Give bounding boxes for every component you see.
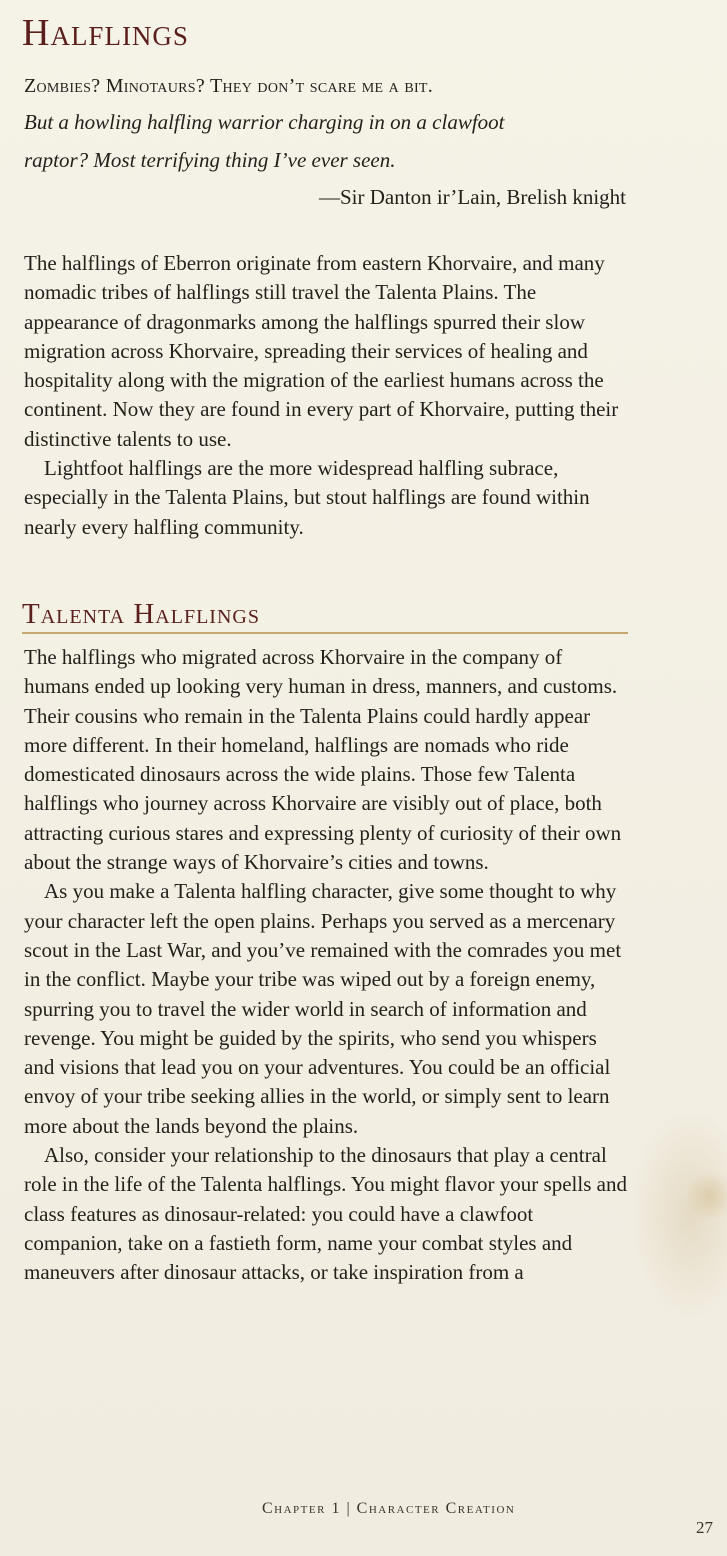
section-heading: Talenta Halflings — [22, 596, 628, 634]
page-title: Halflings — [22, 12, 189, 54]
section-paragraph-2: As you make a Talenta halfling character, give some thought to why your character left the open plains. Perhaps you served as a mercenary scout in the Last War, and you’ve remained with the comrades you met in the conflict. Maybe your tribe was wiped out by a foreign enemy, spurring you to travel the wider world in search of information and revenge. You might be guided by the spirits, who send you whispers and visions that lead you on your adventures. You could be an official envoy of your tribe seeking allies in the world, or simply sent to learn more about the lands beyond the plains. — [24, 879, 622, 1138]
page-number: 27 — [696, 1518, 713, 1537]
epigraph-line-1: But a howling halfling warrior charging in on a clawfoot — [24, 110, 505, 134]
intro-text — [24, 249, 628, 542]
paper-stain — [688, 1168, 727, 1224]
intro-paragraph-1: The halflings of Eberron originate from eastern Khorvaire, and many nomadic tribes of halflings still travel the Talenta Plains. The appearance of dragonmarks among the halflings spurred their slow migration across Khorvaire, spreading their services of healing and hospitality along with the migration of the earliest humans across the continent. Now they are found in every part of Khorvaire, putting their distinctive talents to use. — [24, 251, 619, 451]
running-footer: Chapter 1 | Character Creation — [262, 1500, 516, 1517]
section-paragraph-3: Also, consider your relationship to the dinosaurs that play a central role in the life of the Talenta halflings. You might flavor your spells and class features as dinosaur-related: you could have a clawfoot companion, take on a fastieth form, name your combat styles and maneuvers after dinosaur attacks, or take inspiration from a — [24, 1143, 627, 1285]
intro-paragraph-2: Lightfoot halflings are the more widespread halfling subrace, especially in the Talenta Plains, but stout halflings are found within nearly every halfling community. — [24, 456, 590, 539]
epigraph-lead: Zombies? Minotaurs? They don’t scare me a bit. — [24, 75, 434, 97]
epigraph-line-2: raptor? Most terrifying thing I’ve ever seen. — [24, 148, 396, 172]
section-paragraph-1: The halflings who migrated across Khorvaire in the company of humans ended up looking very human in dress, manners, and customs. Their cousins who remain in the Talenta Plains could hardly appear more different. In their homeland, halflings are nomads who ride domesticated dinosaurs across the wide plains. Those few Talenta halflings who journey across Khorvaire are visibly out of place, both attracting curious stares and expressing plenty of curiosity of their own about the strange ways of Khorvaire’s cities and towns. — [24, 645, 622, 875]
section-text — [24, 643, 628, 1288]
epigraph-attribution: —Sir Danton ir’Lain, Brelish knight — [319, 185, 626, 209]
